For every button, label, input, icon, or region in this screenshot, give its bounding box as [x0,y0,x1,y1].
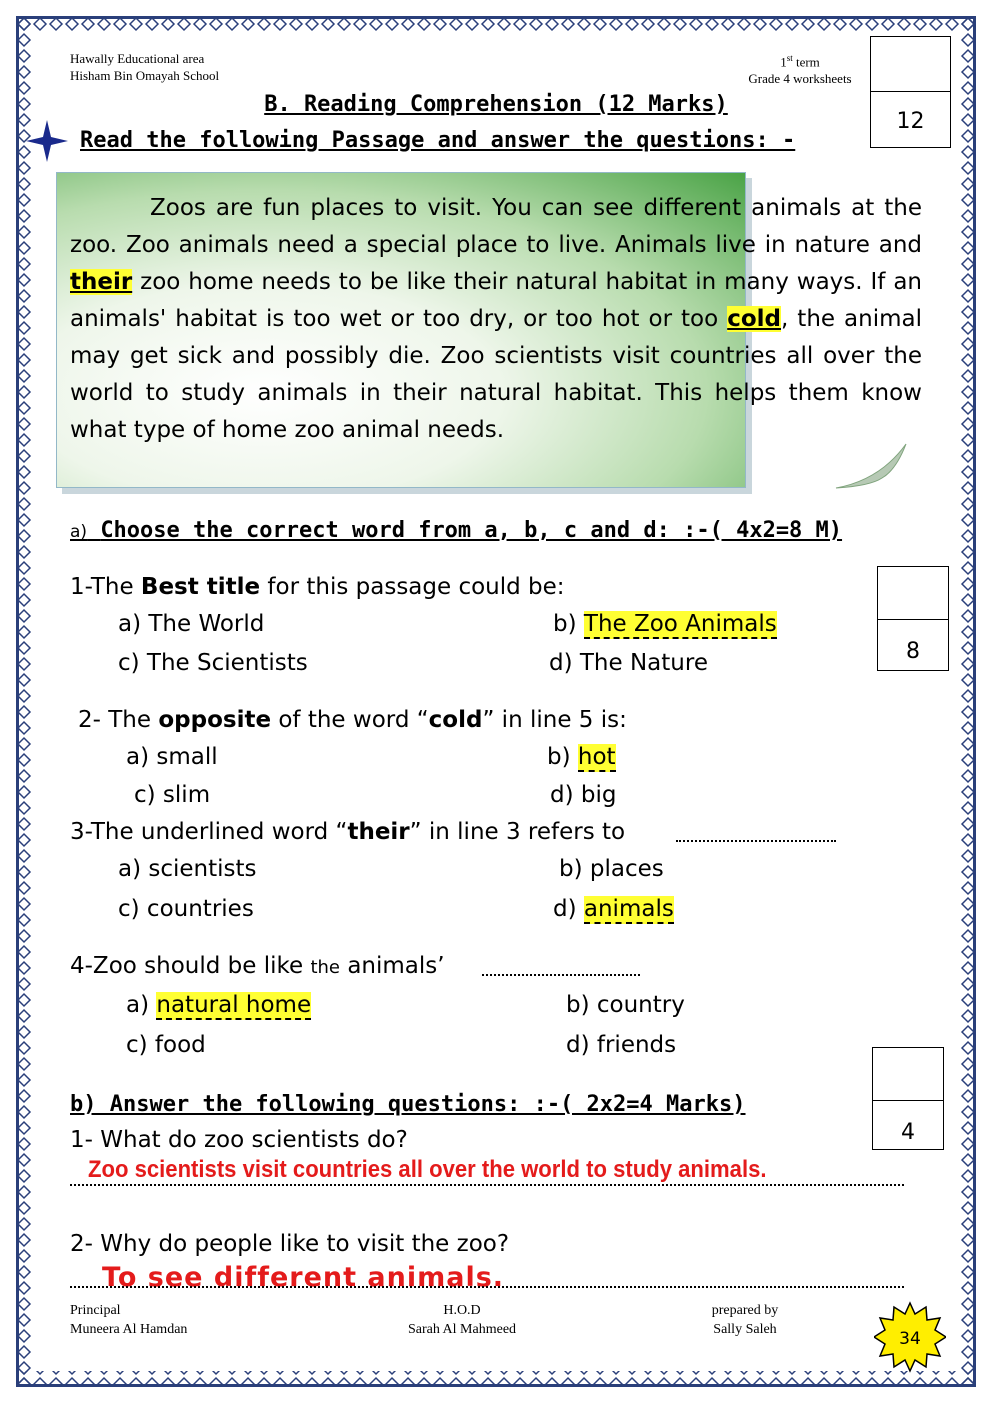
question-3: 3-The underlined word “their” in line 3 refers to [70,819,626,845]
footer-hod: H.O.D Sarah Al Mahmeed [407,1303,517,1337]
grade-label: Grade 4 worksheets [748,71,852,87]
question-4: 4-Zoo should be like the animals’ [70,953,445,979]
highlight-their: their [70,269,133,295]
q2-option-d[interactable]: d) big [550,782,617,808]
passage-text: Zoos are fun places to visit. You can see different animals at the zoo. Zoo animals need a special place to live. Animals live in nature and their zoo home needs to be like their natural habitat in many ways. If an animals' habitat is too wet or too dry, or too hot or too cold, the animal may get sick and possibly die. Zoo scientists visit countries all over the world to study animals in their natural habitat. This helps them know what type of home zoo animal needs. [70,195,922,443]
section-title: B. Reading Comprehension (12 Marks) [264,92,728,117]
q1-option-d[interactable]: d) The Nature [549,650,708,676]
instruction: Read the following Passage and answer the questions: - [80,128,796,153]
page-number-badge [874,1301,946,1373]
section-a-heading: a) Choose the correct word from a, b, c and d: :-( 4x2=8 M) [70,518,843,543]
q1-option-a[interactable]: a) The World [118,611,265,637]
q3-option-c[interactable]: c) countries [118,896,254,922]
footer-principal: Principal Muneera Al Hamdan [70,1303,188,1337]
q2-option-b[interactable]: b) hot [547,744,616,770]
open-answer-2[interactable]: To see different animals. [102,1262,505,1293]
q3-blank [676,840,836,842]
page-number: 34 [899,1329,921,1349]
q4-option-d[interactable]: d) friends [566,1032,677,1058]
q2-option-a[interactable]: a) small [126,744,218,770]
open-answer-1[interactable]: Zoo scientists visit countries all over the world to study animals. [88,1156,767,1183]
highlight-cold: cold [727,306,781,332]
part-b-mark: 4 [901,1120,915,1145]
answer-line-2 [70,1286,904,1288]
q3-option-b[interactable]: b) places [559,856,664,882]
star-icon [24,118,70,164]
q1-option-c[interactable]: c) The Scientists [118,650,308,676]
question-1: 1-The Best title for this passage could be: [70,574,565,600]
header-right [734,50,866,87]
q3-option-d[interactable]: d) animals [553,896,674,922]
education-area: Hawally Educational area [70,51,205,66]
section-b-heading: b) Answer the following questions: :-( 2x2=4 Marks) [70,1092,746,1117]
open-question-2: 2- Why do people like to visit the zoo? [70,1231,510,1257]
school-name: Hisham Bin Omayah School [70,68,220,83]
q4-option-b[interactable]: b) country [566,992,685,1018]
q1-option-b[interactable]: b) The Zoo Animals [553,611,777,637]
footer-prepared: prepared by Sally Saleh [711,1303,779,1337]
total-mark: 12 [896,109,925,134]
part-a-mark: 8 [906,639,920,664]
answer-line-1 [70,1184,904,1186]
part-a-mark-box [877,566,949,671]
q4-option-a[interactable]: a) natural home [126,992,312,1018]
term-label: 1st term [780,53,820,70]
q2-option-c[interactable]: c) slim [134,782,211,808]
q4-blank [482,974,640,976]
question-2: 2- The opposite of the word “cold” in line 5 is: [78,707,627,733]
open-question-1: 1- What do zoo scientists do? [70,1127,408,1153]
q4-option-c[interactable]: c) food [126,1032,206,1058]
q3-option-a[interactable]: a) scientists [118,856,257,882]
part-b-mark-box [872,1047,944,1150]
header-left [70,50,219,84]
